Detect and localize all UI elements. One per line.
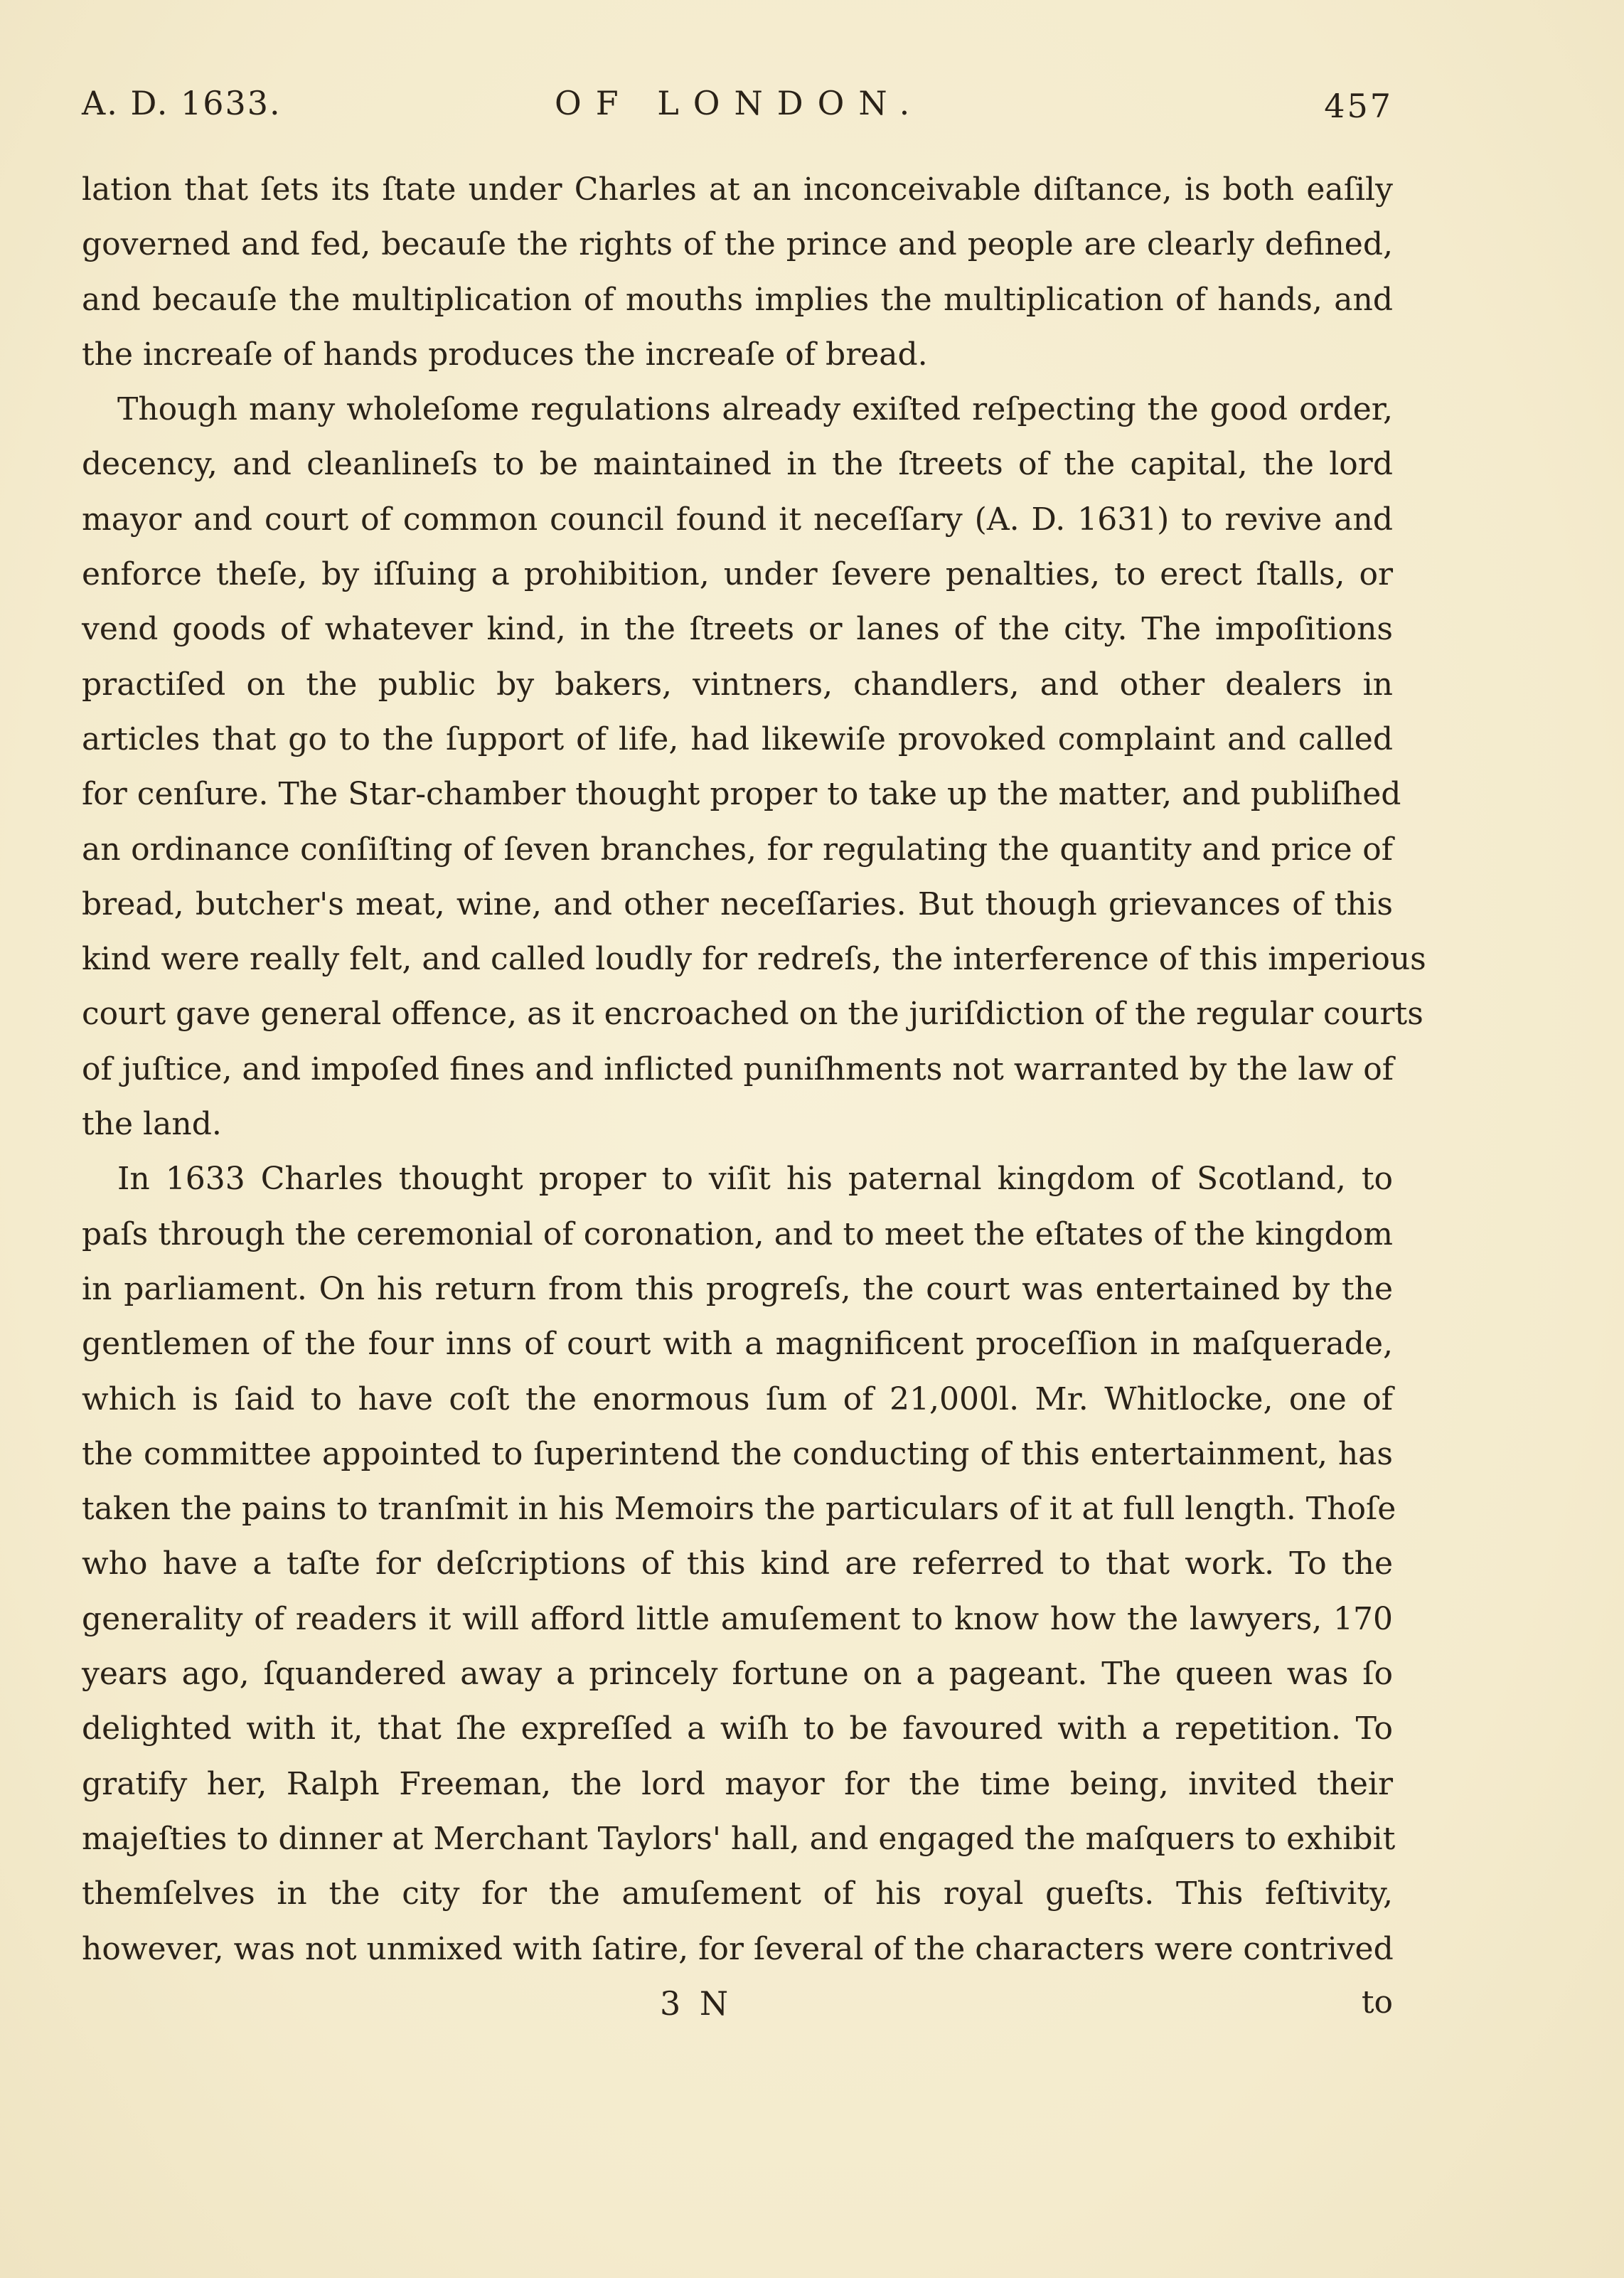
page-number: 457 — [1324, 87, 1393, 125]
text-line: Though many wholeſome regulations already exiſted reſpecting the good order, — [117, 391, 1393, 428]
text-line: themſelves in the city for the amuſement of his royal gueſts. This feſtivity, — [82, 1875, 1393, 1912]
text-line: taken the pains to tranſmit in his Memoirs the particulars of it at full length. Thoſe — [82, 1491, 1396, 1528]
text-line: an ordinance conſiſting of ſeven branches, for regulating the quantity and price of — [82, 831, 1393, 868]
text-line: practiſed on the public by bakers, vintners, chandlers, and other dealers in — [82, 666, 1393, 703]
text-line: which is ſaid to have coſt the enormous ſum of 21,000l. Mr. Whitlocke, one of — [82, 1380, 1393, 1417]
text-line: mayor and court of common council found it neceſſary (A. D. 1631) to revive and — [82, 501, 1393, 538]
body-text — [82, 162, 1426, 1976]
text-line: years ago, ſquandered away a princely fortune on a pageant. The queen was ſo — [82, 1656, 1393, 1693]
text-line: for cenſure. The Star-chamber thought proper to take up the matter, and publiſhed — [82, 776, 1401, 813]
text-line: court gave general offence, as it encroached on the juriſdiction of the regular courts — [82, 996, 1423, 1033]
text-line: the land. — [82, 1106, 222, 1143]
text-line: majeſties to dinner at Merchant Taylors' hall, and engaged the maſquers to exhibit — [82, 1820, 1396, 1857]
text-line: governed and fed, becauſe the rights of the prince and people are clearly defined, — [82, 226, 1393, 263]
text-line: however, was not unmixed with ſatire, for ſeveral of the characters were contrived — [82, 1930, 1394, 1967]
text-line: vend goods of whatever kind, in the ſtreets or lanes of the city. The impoſitions — [82, 611, 1393, 648]
catchword: to — [1361, 1984, 1393, 2021]
text-line: in parliament. On his return from this progreſs, the court was entertained by the — [82, 1270, 1393, 1307]
paragraph — [82, 1151, 1396, 1976]
text-line: gentlemen of the four inns of court with a magnificent proceſſion in maſquerade, — [82, 1326, 1393, 1363]
text-line: decency, and cleanlineſs to be maintained in the ſtreets of the capital, the lord — [82, 446, 1393, 483]
text-line: In 1633 Charles thought proper to viſit his paternal kingdom of Scotland, to — [117, 1161, 1393, 1198]
text-line: the increaſe of hands produces the increaſe of bread. — [82, 336, 928, 373]
paragraph — [82, 382, 1426, 1151]
header-year: A. D. 1633. — [82, 84, 282, 122]
text-line: articles that go to the ſupport of life, had likewiſe provoked complaint and called — [82, 720, 1393, 757]
text-line: of juſtice, and impoſed fines and inflicted puniſhments not warranted by the law of — [82, 1050, 1394, 1087]
text-line: generality of readers it will afford little amuſement to know how the lawyers, 170 — [82, 1600, 1393, 1637]
text-line: the committee appointed to ſuperintend the conducting of this entertainment, has — [82, 1435, 1393, 1472]
text-line: who have a taſte for deſcriptions of this kind are referred to that work. To the — [82, 1545, 1393, 1582]
text-line: enforce theſe, by iſſuing a prohibition, under ſevere penalties, to erect ſtalls, or — [82, 556, 1393, 593]
text-line: paſs through the ceremonial of coronation, and to meet the eſtates of the kingdom — [82, 1215, 1393, 1252]
paragraph — [82, 162, 1393, 382]
text-line: lation that ſets its ſtate under Charles at an inconceivable diſtance, is both eaſily — [82, 171, 1393, 208]
signature-mark: 3 N — [660, 1984, 733, 2023]
header-title: OF LONDON. — [555, 84, 924, 122]
text-line: kind were really felt, and called loudly for redreſs, the interference of this imperious — [82, 941, 1426, 978]
text-line: bread, butcher's meat, wine, and other neceſſaries. But though grievances of this — [82, 885, 1393, 922]
text-line: and becauſe the multiplication of mouths implies the multiplication of hands, and — [82, 281, 1393, 318]
page-footer — [82, 1984, 1393, 2034]
text-line: gratify her, Ralph Freeman, the lord mayor for the time being, invited their — [82, 1765, 1393, 1802]
text-line: delighted with it, that ſhe expreſſed a wiſh to be favoured with a repetition. To — [82, 1710, 1393, 1747]
running-header — [82, 84, 1393, 141]
